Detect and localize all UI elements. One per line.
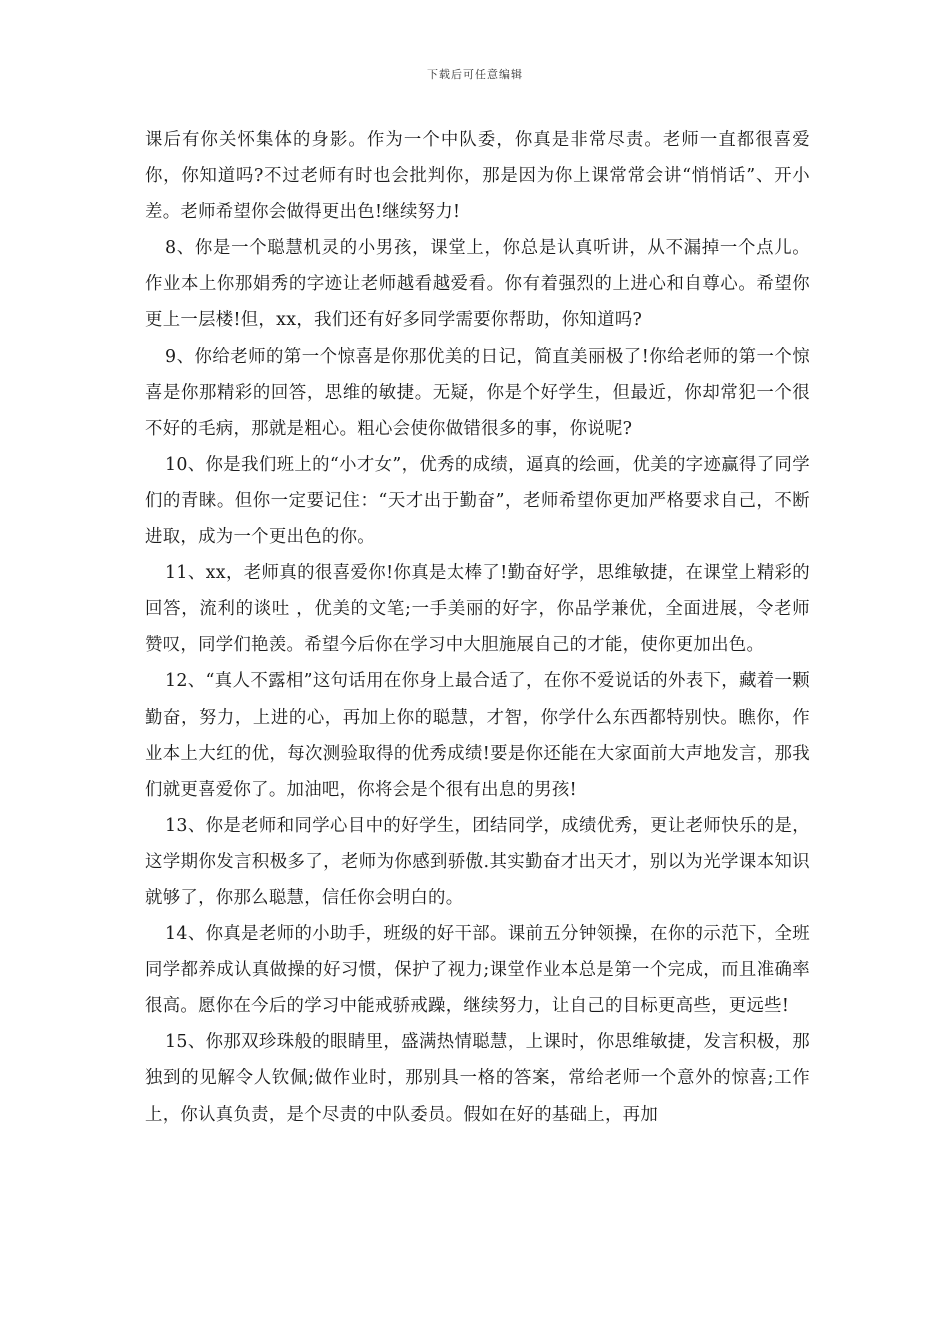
paragraph-15: 15、你那双珍珠般的眼睛里，盛满热情聪慧，上课时，你思维敏捷，发言积极，那独到的见解令人钦佩;做作业时，那别具一格的答案，常给老师一个意外的惊喜;工作上，你认真负责，是个尽责的中队委员。假如在好的基础上，再加 (145, 1032, 810, 1125)
paragraph-8: 8、你是一个聪慧机灵的小男孩，课堂上，你总是认真听讲，从不漏掉一个点儿。作业本上你那娟秀的字迹让老师越看越爱看。你有着强烈的上进心和自尊心。希望你更上一层楼!但，xx，我们还有好多同学需要你帮助，你知道吗? (145, 238, 810, 331)
paragraph-9: 9、你给老师的第一个惊喜是你那优美的日记，简直美丽极了!你给老师的第一个惊喜是你那精彩的回答，思维的敏捷。无疑，你是个好学生，但最近，你却常犯一个很不好的毛病，那就是粗心。粗心会使你做错很多的事，你说呢? (145, 346, 810, 439)
document-body (145, 122, 810, 1133)
paragraph-continuation: 课后有你关怀集体的身影。作为一个中队委，你真是非常尽责。老师一直都很喜爱你，你知道吗?不过老师有时也会批判你，那是因为你上课常常会讲“悄悄话”、开小差。老师希望你会做得更出色!继续努力! (145, 130, 810, 223)
paragraph-11: 11、xx，老师真的很喜爱你!你真是太棒了!勤奋好学，思维敏捷，在课堂上精彩的回答，流利的谈吐 ，优美的文笔;一手美丽的好字，你品学兼优，全面进展，令老师赞叹，同学们艳羡。希望今后你在学习中大胆施展自己的才能，使你更加出色。 (145, 563, 810, 656)
paragraph-14: 14、你真是老师的小助手，班级的好干部。课前五分钟领操，在你的示范下，全班同学都养成认真做操的好习惯，保护了视力;课堂作业本总是第一个完成，而且准确率很高。愿你在今后的学习中能戒骄戒躁，继续努力，让自己的目标更高些，更远些! (145, 924, 810, 1017)
page-header: 下载后可任意编辑 (427, 68, 523, 81)
paragraph-13: 13、你是老师和同学心目中的好学生，团结同学，成绩优秀，更让老师快乐的是，这学期你发言积极多了，老师为你感到骄傲.其实勤奋才出天才，别以为光学课本知识就够了，你那么聪慧，信任你会明白的。 (145, 815, 810, 908)
paragraph-12: 12、“真人不露相”这句话用在你身上最合适了，在你不爱说话的外表下，藏着一颗勤奋，努力，上进的心，再加上你的聪慧，才智，你学什么东西都特别快。瞧你，作业本上大红的优，每次测验取得的优秀成绩!要是你还能在大家面前大声地发言，那我们就更喜爱你了。加油吧，你将会是个很有出息的男孩! (145, 671, 810, 800)
paragraph-10: 10、你是我们班上的“小才女”，优秀的成绩，逼真的绘画，优美的字迹赢得了同学们的青睐。但你一定要记住：“天才出于勤奋”，老师希望你更加严格要求自己，不断进取，成为一个更出色的你。 (145, 454, 810, 548)
